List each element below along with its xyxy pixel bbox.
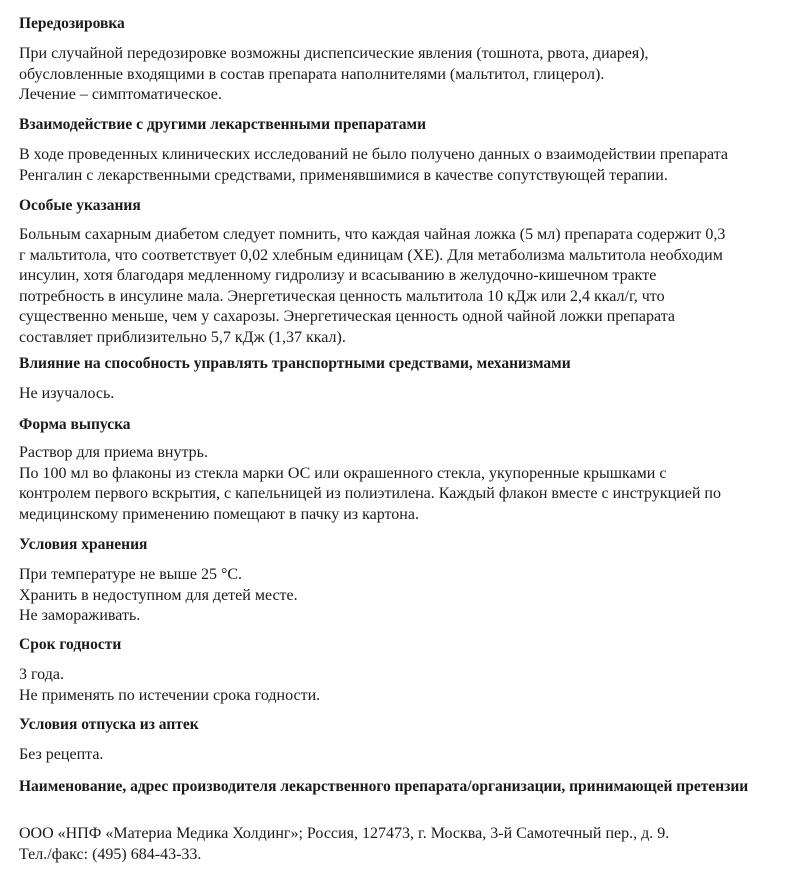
section-heading-overdose: Передозировка — [19, 15, 125, 32]
text-line: Не применять по истечении срока годности. — [19, 686, 321, 704]
section-body-driving-ability — [19, 384, 114, 405]
text-line: Не замораживать. — [19, 607, 141, 624]
section-heading-manufacturer: Наименование, адрес производителя лекарственного препарата/организации, принимающей претензии — [19, 778, 749, 795]
text-line: медицинскому применению помещают в пачку из картона. — [19, 505, 419, 523]
text-line: контролем первого вскрытия, с капельницей из полиэтилена. Каждый флакон вместе с инструкцией по — [19, 485, 721, 502]
section-body-overdose — [19, 44, 649, 106]
text-line: Раствор для приема внутрь. — [19, 444, 208, 461]
text-line: Не изучалось. — [19, 385, 115, 402]
section-body-special-instructions — [19, 225, 725, 348]
text-line: По 100 мл во флаконы из стекла марки ОС или окрашенного стекла, укупоренные крышками с — [19, 464, 667, 482]
section-heading-special-instructions: Особые указания — [19, 197, 141, 214]
text-line: существенно меньше, чем у сахарозы. Энергетическая ценность одной чайной ложки препарата — [19, 308, 676, 325]
text-line: Без рецепта. — [19, 746, 104, 763]
manufacturer-phone: Тел./факс: (495) 684-43-33. — [19, 845, 202, 863]
section-heading-driving-ability: Влияние на способность управлять транспортными средствами, механизмами — [19, 355, 571, 372]
section-heading-storage: Условия хранения — [19, 536, 148, 553]
text-line: При случайной передозировке возможны диспепсические явления (тошнота, рвота, диарея), — [19, 45, 649, 62]
text-line: Лечение – симптоматическое. — [19, 86, 222, 103]
manufacturer-address: ООО «НПФ «Материа Медика Холдинг»; Россия, 127473, г. Москва, 3-й Самотечный пер., д. 9. — [19, 825, 670, 842]
text-line: г мальтитола, что соответствует 0,02 хлебным единицам (ХЕ). Для метаболизма мальтитола необходим — [19, 246, 723, 264]
text-line: Хранить в недоступном для детей месте. — [19, 586, 298, 604]
section-heading-interactions: Взаимодействие с другими лекарственными препаратами — [19, 116, 427, 133]
section-body-manufacturer — [19, 824, 669, 865]
text-line: обусловленные входящими в состав препарата наполнителями (мальтитол, глицерол). — [19, 65, 605, 83]
section-body-storage — [19, 565, 298, 627]
section-body-shelf-life — [19, 665, 320, 706]
text-line: инсулин, хотя благодаря медленному гидролизу и всасыванию в желудочно-кишечном тракте — [19, 267, 657, 284]
section-body-release-form — [19, 443, 721, 525]
text-line: составляет приблизительно 5,7 кДж (1,37 ккал). — [19, 328, 346, 346]
text-line: Больным сахарным диабетом следует помнить, что каждая чайная ложка (5 мл) препарата содержит 0,3 — [19, 226, 726, 243]
section-body-interactions — [19, 145, 728, 186]
section-body-dispensing — [19, 745, 103, 766]
text-line: 3 года. — [19, 666, 64, 683]
text-line: Ренгалин с лекарственными средствами, применявшимися в качестве сопутствующей терапии. — [19, 166, 668, 184]
text-line: В ходе проведенных клинических исследований не было получено данных о взаимодействии препарата — [19, 146, 729, 163]
section-heading-dispensing: Условия отпуска из аптек — [19, 716, 199, 733]
text-line: потребность в инсулине мала. Энергетическая ценность мальтитола 10 кДж или 2,4 ккал/г, что — [19, 287, 665, 305]
section-heading-shelf-life: Срок годности — [19, 636, 122, 653]
section-heading-release-form: Форма выпуска — [19, 416, 131, 433]
text-line: При температуре не выше 25 °С. — [19, 566, 243, 583]
